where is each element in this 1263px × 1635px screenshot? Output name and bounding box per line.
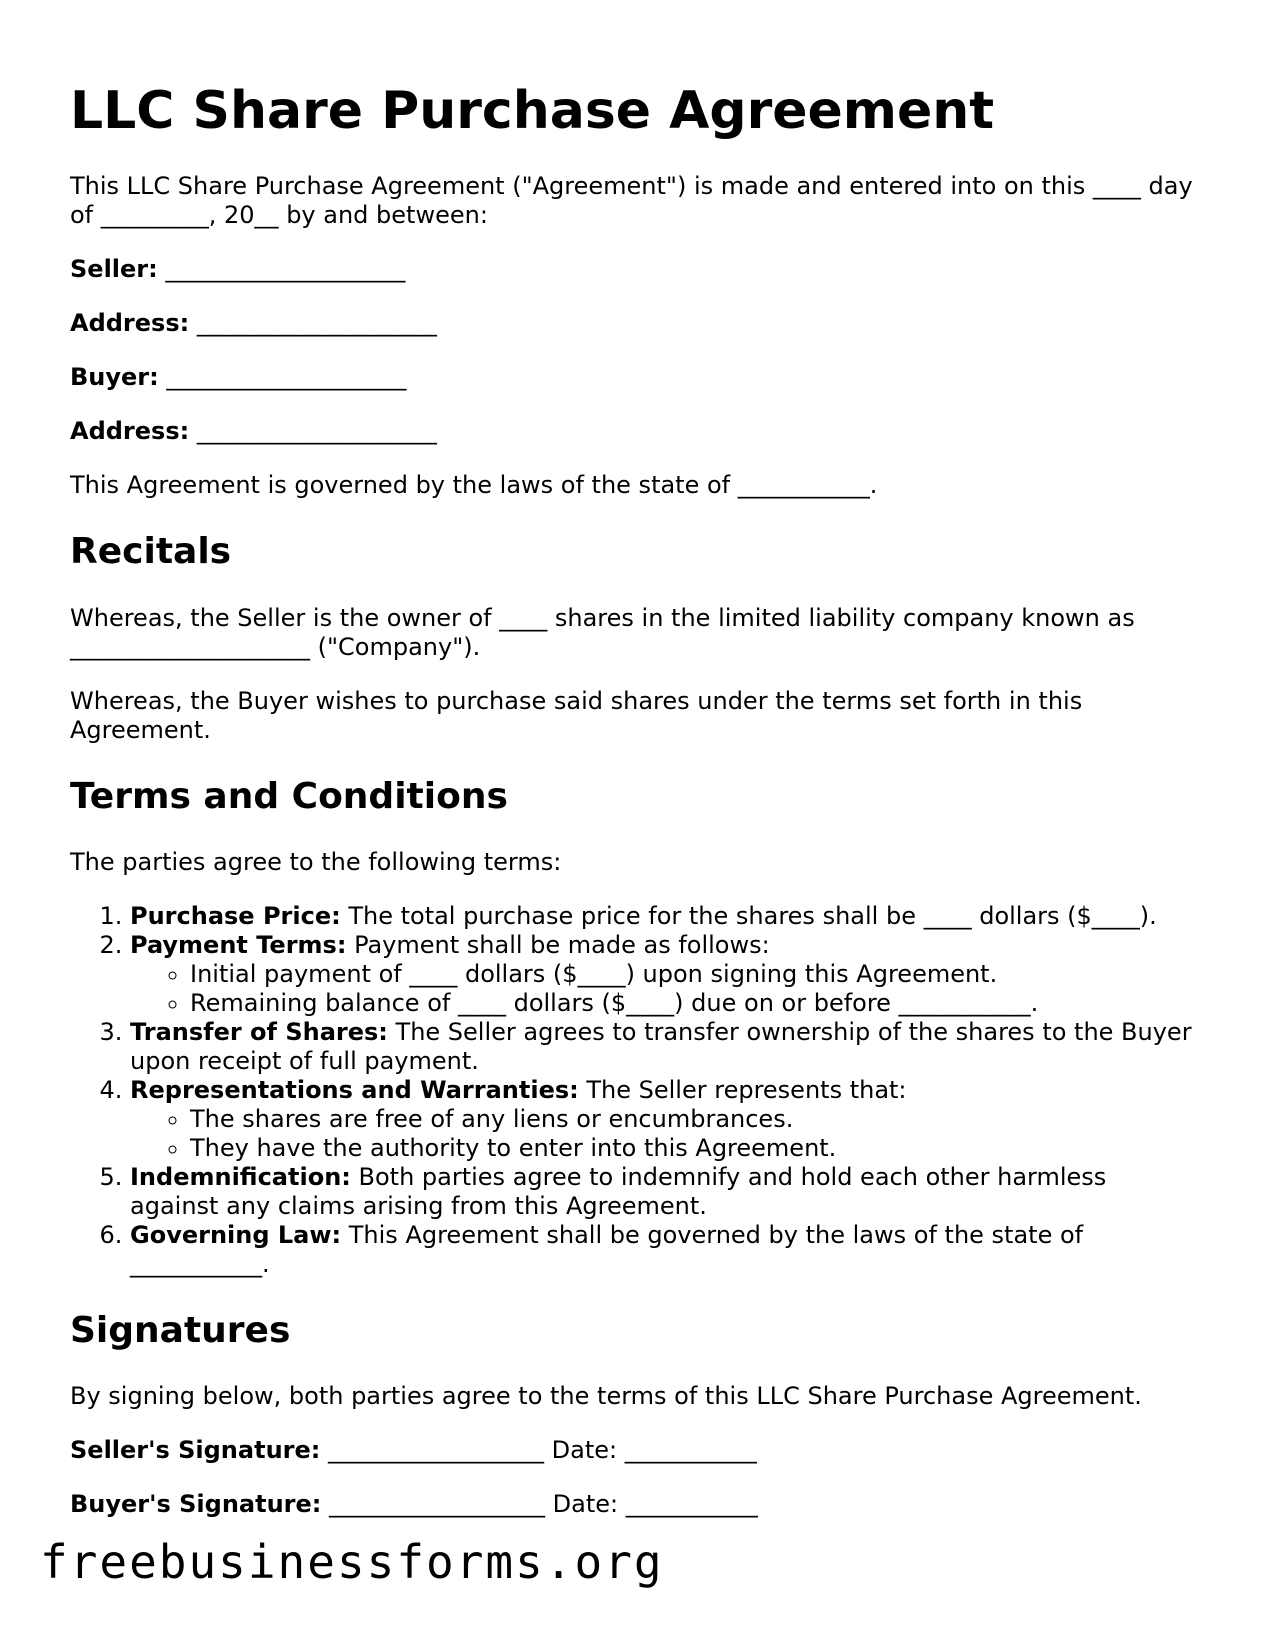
term-sublist (130, 960, 1200, 1018)
term-title: Payment Terms: (130, 930, 347, 959)
term-item (130, 1076, 1200, 1163)
intro-paragraph: This LLC Share Purchase Agreement ("Agreement") is made and entered into on this ____ day of _________, 20__ by and between: (70, 172, 1193, 230)
term-text: The Seller represents that: (578, 1075, 907, 1104)
term-text: Payment shall be made as follows: (346, 930, 770, 959)
seller-field (70, 255, 1200, 284)
buyer-signature-blank: __________________ (329, 1489, 546, 1518)
term-sublist (130, 1105, 1200, 1163)
term-title: Governing Law: (130, 1220, 342, 1249)
terms-list (70, 902, 1200, 1279)
recital-paragraph: Whereas, the Buyer wishes to purchase said shares under the terms set forth in this Agreement. (70, 686, 1083, 744)
term-title: Indemnification: (130, 1162, 351, 1191)
term-text: Both parties agree to indemnify and hold each other harmless against any claims arising from this Agreement. (130, 1162, 1107, 1220)
term-subitem: ◦ Remaining balance of ____ dollars ($____) due on or before ___________. (190, 989, 1200, 1018)
term-item (130, 902, 1200, 931)
term-item (130, 1221, 1200, 1279)
term-title: Transfer of Shares: (130, 1017, 388, 1046)
signatures-heading: Signatures (70, 1309, 291, 1351)
term-text: This Agreement shall be governed by the laws of the state of ___________. (130, 1220, 1084, 1278)
seller-date-blank: ___________ (624, 1435, 757, 1464)
seller-blank: ____________________ (165, 255, 406, 284)
seller-signature-label: Seller's Signature: (70, 1435, 321, 1464)
buyer-address-field (70, 417, 1200, 446)
buyer-address-label: Address: (70, 417, 190, 446)
terms-heading: Terms and Conditions (70, 775, 508, 817)
term-text: The total purchase price for the shares shall be ____ dollars ($____). (340, 901, 1157, 930)
buyer-date-label: Date: (552, 1489, 619, 1518)
buyer-date-blank: ___________ (625, 1489, 758, 1518)
seller-label: Seller: (70, 255, 158, 284)
recitals-heading: Recitals (70, 531, 232, 573)
buyer-field (70, 363, 1200, 392)
buyer-address-blank: ____________________ (196, 417, 437, 446)
term-item (130, 1163, 1200, 1221)
document-page (70, 80, 1200, 1544)
buyer-signature-label: Buyer's Signature: (70, 1489, 322, 1518)
buyer-label: Buyer: (70, 363, 159, 392)
term-title: Purchase Price: (130, 901, 341, 930)
seller-address-blank: ____________________ (196, 309, 437, 338)
term-subitem: ◦ They have the authority to enter into this Agreement. (190, 1134, 1200, 1163)
buyer-signature-line (70, 1490, 1200, 1519)
seller-signature-blank: __________________ (328, 1435, 544, 1464)
signatures-intro: By signing below, both parties agree to the terms of this LLC Share Purchase Agreement. (70, 1381, 1142, 1410)
seller-date-label: Date: (551, 1435, 618, 1464)
buyer-blank: ____________________ (166, 363, 407, 392)
term-item (130, 1018, 1200, 1076)
term-item (130, 931, 1200, 1018)
term-subitem: ◦ Initial payment of ____ dollars ($____) upon signing this Agreement. (190, 960, 1200, 989)
recital-paragraph: Whereas, the Seller is the owner of ____ shares in the limited liability company known as ____________________ ("Company"). (70, 603, 1135, 661)
term-text: The Seller agrees to transfer ownership of the shares to the Buyer upon receipt of full payment. (130, 1017, 1192, 1075)
term-title: Representations and Warranties: (130, 1075, 579, 1104)
governing-statement: This Agreement is governed by the laws of the state of ___________. (70, 471, 878, 500)
seller-signature-line (70, 1436, 1200, 1465)
document-title: LLC Share Purchase Agreement (70, 81, 995, 141)
term-subitem: ◦ The shares are free of any liens or encumbrances. (190, 1105, 1200, 1134)
seller-address-field (70, 309, 1200, 338)
watermark-text: freebusinessforms.org (40, 1535, 664, 1589)
terms-intro: The parties agree to the following terms: (70, 847, 562, 876)
seller-address-label: Address: (70, 309, 190, 338)
